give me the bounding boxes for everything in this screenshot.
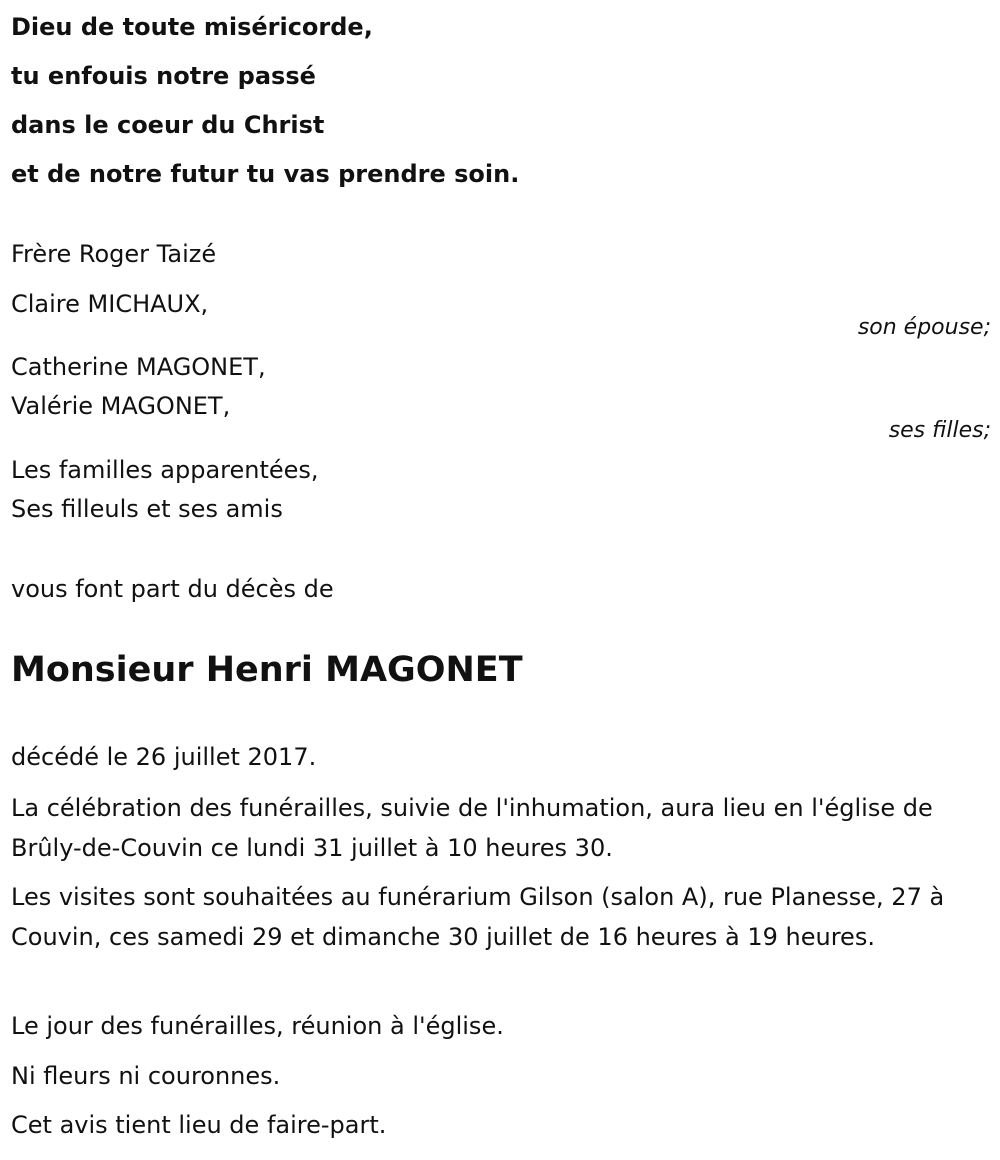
- relatives-line-2: Ses filleuls et ses amis: [11, 495, 283, 523]
- notice-note: Cet avis tient lieu de faire-part.: [11, 1111, 387, 1139]
- death-date: décédé le 26 juillet 2017.: [11, 743, 317, 771]
- relatives-line-1: Les familles apparentées,: [11, 456, 319, 484]
- spouse-name: Claire MICHAUX,: [11, 290, 209, 318]
- verse-line-4: et de notre futur tu vas prendre soin.: [11, 160, 520, 188]
- announcement-text: vous font part du décès de: [11, 575, 334, 603]
- funeral-details: La célébration des funérailles, suivie de l'inhumation, aura lieu en l'église de Brûly-de-Couvin ce lundi 31 juillet à 10 heures 30.: [11, 794, 933, 862]
- meeting-note: Le jour des funérailles, réunion à l'église.: [11, 1012, 504, 1040]
- verse-author: Frère Roger Taizé: [11, 240, 217, 268]
- verse-line-1: Dieu de toute miséricorde,: [11, 13, 373, 41]
- verse-line-2: tu enfouis notre passé: [11, 62, 316, 90]
- daughter-name-1: Catherine MAGONET,: [11, 353, 266, 381]
- flowers-note: Ni fleurs ni couronnes.: [11, 1062, 281, 1090]
- daughters-role: ses filles;: [888, 418, 991, 443]
- verse-line-3: dans le coeur du Christ: [11, 111, 325, 139]
- spouse-role: son épouse;: [857, 315, 991, 340]
- daughter-name-2: Valérie MAGONET,: [11, 392, 231, 420]
- visit-details: Les visites sont souhaitées au funérarium Gilson (salon A), rue Planesse, 27 à Couvin, ces samedi 29 et dimanche 30 juillet de 16 heures à 19 heures.: [11, 883, 945, 951]
- deceased-name: Monsieur Henri MAGONET: [11, 650, 523, 690]
